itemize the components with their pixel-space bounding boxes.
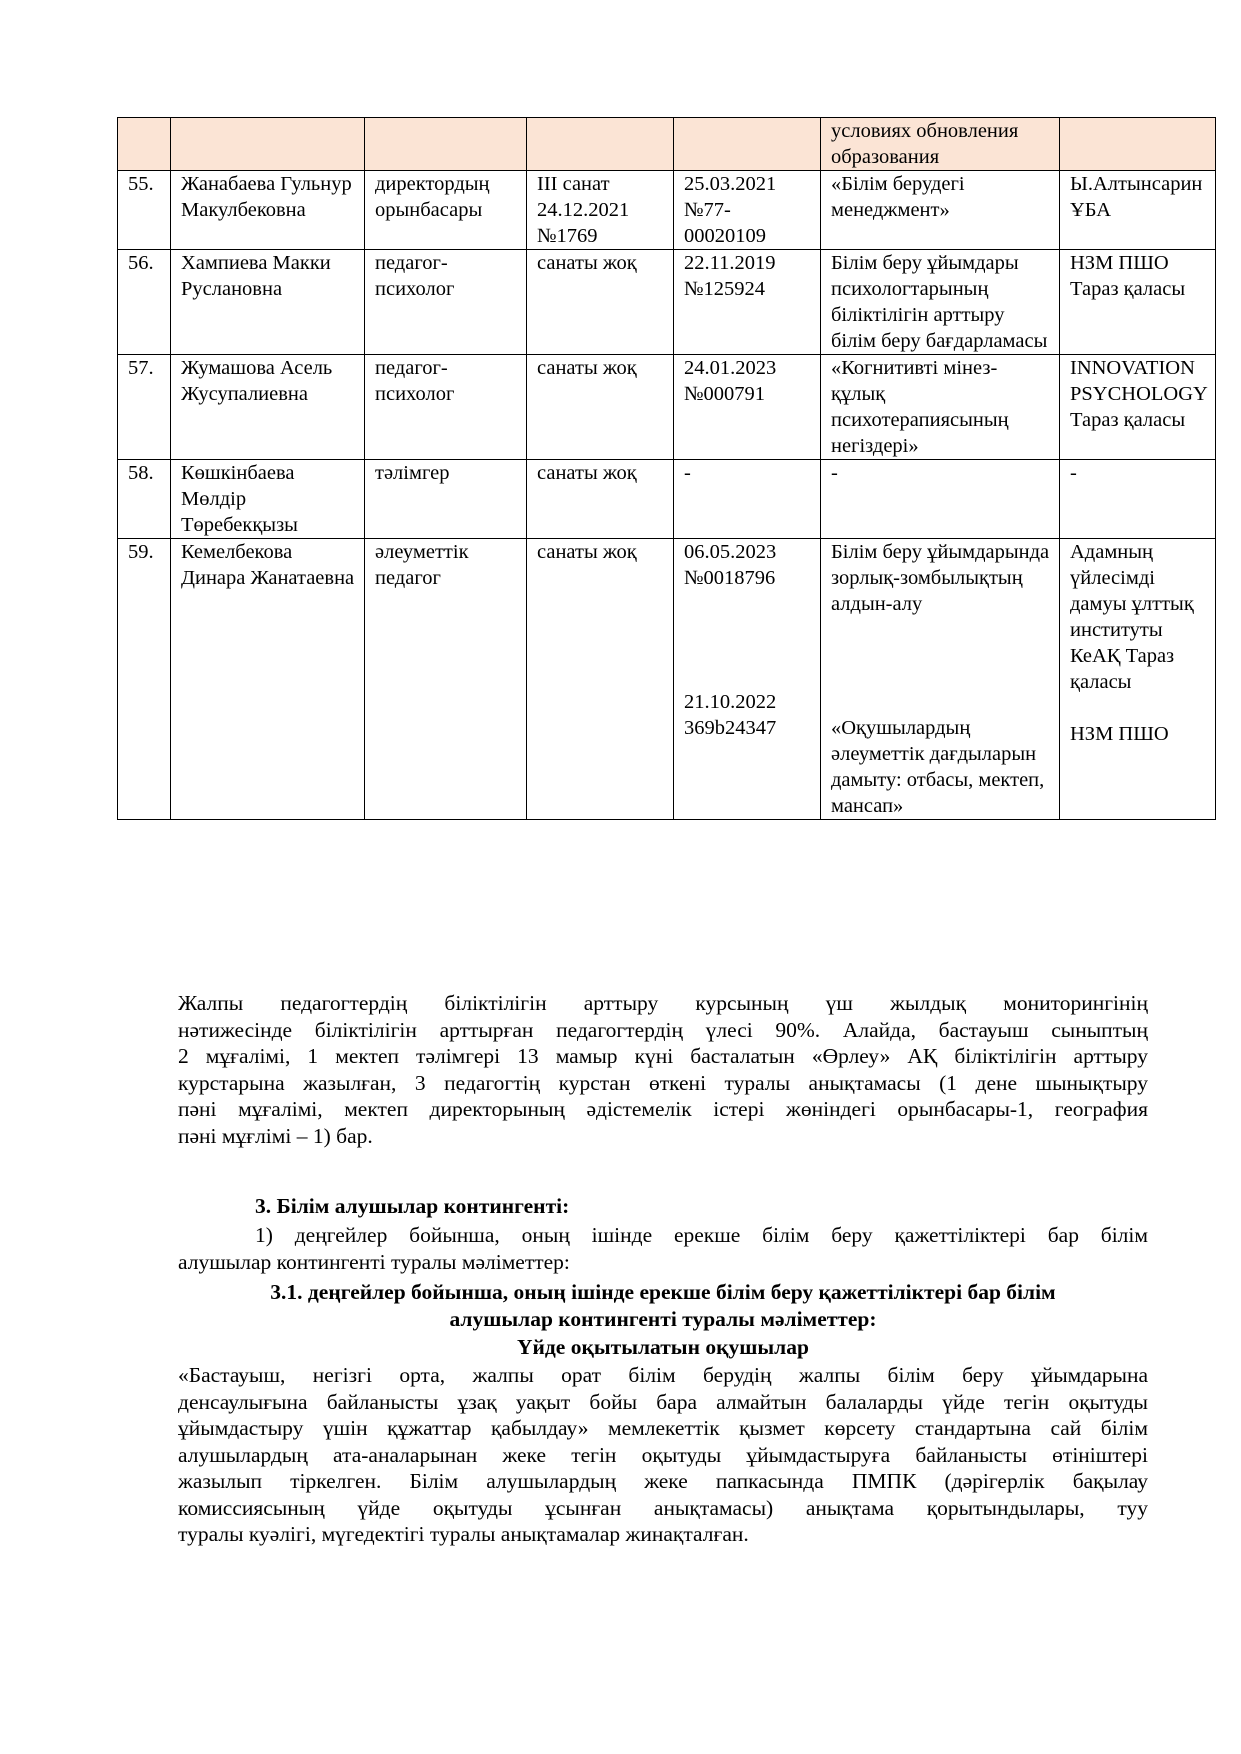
teacher-name: Хампиева Макки Руслановна: [181, 252, 331, 300]
course-organizer: Адамның үйлесімді дамуы ұлттық институты КеАҚ Тараз қаласы: [1070, 541, 1194, 693]
section-3-title: 3. Білім алушылар контингенті:: [255, 1194, 570, 1218]
teacher-position-cell: [365, 171, 527, 250]
paragraph-home-schooling: [178, 1362, 1148, 1548]
course-title-cell: [821, 118, 1060, 171]
course-title-cell: [821, 539, 1060, 820]
row-number-cell: [118, 460, 171, 539]
teacher-name: Көшкінбаева Мөлдір Төребекқызы: [181, 462, 298, 536]
table-row: [118, 250, 1216, 355]
certificate-second: 21.10.2022 369b24347: [684, 691, 777, 739]
category: III санат 24.12.2021 №1769: [537, 173, 630, 247]
course-title-cell: [821, 460, 1060, 539]
category-cell: [527, 171, 674, 250]
paragraph-line: пәні мұғлімі – 1) бар.: [178, 1123, 373, 1148]
teacher-name-cell: [171, 539, 365, 820]
course-title-cell: [821, 250, 1060, 355]
table-row: [118, 355, 1216, 460]
cell-spacer: [1070, 695, 1207, 721]
teacher-name-cell: [171, 460, 365, 539]
certificate: 25.03.2021 №77-00020109: [684, 173, 777, 247]
teacher-name: Кемелбекова Динара Жанатаевна: [181, 541, 355, 589]
teacher-position-cell: [365, 118, 527, 171]
teacher-position: педагог-психолог: [375, 252, 455, 300]
row-number: 57.: [128, 357, 154, 379]
cell-spacer: [684, 591, 812, 689]
course-organizer: -: [1070, 462, 1077, 484]
table-row: [118, 460, 1216, 539]
table-row: [118, 171, 1216, 250]
course-title: «Білім берудегі менеджмент»: [831, 173, 965, 221]
cell-spacer: [831, 617, 1051, 715]
course-organizer-cell: [1060, 171, 1216, 250]
course-organizer: НЗМ ПШО Тараз қаласы: [1070, 252, 1186, 300]
course-organizer: INNOVATION PSYCHOLOGY Тараз қаласы: [1070, 357, 1208, 431]
course-title: Білім беру ұйымдары психологтарының біліктілігін арттыру білім беру бағдарламасы: [831, 252, 1048, 352]
row-number-cell: [118, 539, 171, 820]
paragraph-line: пәні мұғалімі, мектеп директорының әдістемелік істері жөніндегі орынбасары-1, география: [178, 1097, 1148, 1121]
teacher-position-cell: [365, 460, 527, 539]
row-number: 58.: [128, 462, 154, 484]
teacher-name: Жумашова Асель Жусупалиевна: [181, 357, 333, 405]
category: санаты жоқ: [537, 462, 637, 484]
teacher-name-cell: [171, 355, 365, 460]
course-title-cell: [821, 355, 1060, 460]
certificate-cell: [674, 539, 821, 820]
course-organizer-cell: [1060, 355, 1216, 460]
course-organizer-cell: [1060, 118, 1216, 171]
home-students-title: Үйде оқытылатын оқушылар: [517, 1335, 809, 1359]
category-cell: [527, 118, 674, 171]
row-number-cell: [118, 355, 171, 460]
category: санаты жоқ: [537, 541, 637, 563]
teacher-name: Жанабаева Гульнур Макулбековна: [181, 173, 352, 221]
course-organizer-cell: [1060, 539, 1216, 820]
paragraph-line: 1) деңгейлер бойынша, оның ішінде ерекше білім беру қажеттіліктері бар білім: [255, 1223, 1148, 1247]
paragraph-line: денсаулығына байланысты ұзақ уақыт бойы бара алмайтын балаларды үйде тегін оқытуды: [178, 1389, 1148, 1414]
category-cell: [527, 539, 674, 820]
title-line: алушылар контингенті туралы мәліметтер:: [449, 1307, 877, 1331]
row-number-cell: [118, 171, 171, 250]
paragraph-line: алушылардың ата-аналарынан жеке тегін оқытуды ұйымдастыруға байланысты өтініштері: [178, 1442, 1148, 1467]
category: санаты жоқ: [537, 252, 637, 274]
paragraph-line: комиссиясының үйде оқытуды ұсынған анықтамасы) анықтама қорытындылары, туу: [178, 1495, 1148, 1520]
teacher-position-cell: [365, 250, 527, 355]
certificate-cell: [674, 171, 821, 250]
paragraph-line: туралы куәлігі, мүгедектігі туралы анықтамалар жинақталған.: [178, 1522, 749, 1546]
category-cell: [527, 460, 674, 539]
teacher-position-cell: [365, 539, 527, 820]
teacher-name-cell: [171, 118, 365, 171]
paragraph-line: 2 мұғалімі, 1 мектеп тәлімгері 13 мамыр күні басталатын «Өрлеу» АҚ біліктілігін арттыру: [178, 1044, 1148, 1068]
row-number: 55.: [128, 173, 154, 195]
certificate-cell: [674, 355, 821, 460]
row-number: 56.: [128, 252, 154, 274]
course-organizer-cell: [1060, 250, 1216, 355]
course-organizer-cell: [1060, 460, 1216, 539]
table-header-row: [118, 118, 1216, 171]
category-cell: [527, 355, 674, 460]
row-number-cell: [118, 118, 171, 171]
teacher-name-cell: [171, 250, 365, 355]
teacher-position: педагог-психолог: [375, 357, 455, 405]
category: санаты жоқ: [537, 357, 637, 379]
paragraph-line: Жалпы педагогтердің біліктілігін арттыру курсының үш жылдық мониторингінің: [178, 991, 1148, 1015]
paragraph-line: нәтижесінде біліктілігін арттырған педагогтердің үлесі 90%. Алайда, бастауыш сыныптың: [178, 1017, 1148, 1042]
course-title: -: [831, 462, 838, 484]
paragraph-line: «Бастауыш, негізгі орта, жалпы орат білім берудің жалпы білім беру ұйымдарына: [178, 1363, 1148, 1387]
teacher-position: әлеуметтік педагог: [375, 541, 469, 589]
course-title-second: «Оқушылардың әлеуметтік дағдыларын дамыту: отбасы, мектеп, мансап»: [831, 717, 1045, 817]
course-organizer-second: НЗМ ПШО: [1070, 723, 1169, 745]
course-title-cell: [821, 171, 1060, 250]
section-3-1-title: [178, 1279, 1148, 1333]
certificate: 24.01.2023 №000791: [684, 357, 777, 405]
certificate-cell: [674, 460, 821, 539]
course-title: условиях обновления образования: [831, 120, 1019, 168]
staff-qualification-table: [117, 117, 1216, 820]
certificate: -: [684, 462, 691, 484]
certificate-cell: [674, 250, 821, 355]
teacher-position: тәлімгер: [375, 462, 450, 484]
certificate: 06.05.2023 №0018796: [684, 541, 777, 589]
course-title: Білім беру ұйымдарында зорлық-зомбылықтың алдын-алу: [831, 541, 1050, 615]
teacher-name-cell: [171, 171, 365, 250]
table-row: [118, 539, 1216, 820]
certificate-cell: [674, 118, 821, 171]
title-line: 3.1. деңгейлер бойынша, оның ішінде ерекше білім беру қажеттіліктері бар білім: [270, 1280, 1056, 1304]
paragraph-line: курстарына жазылған, 3 педагогтің курстан өткені туралы анықтамасы (1 дене шынықтыру: [178, 1070, 1148, 1095]
category-cell: [527, 250, 674, 355]
paragraph-line: жазылып тіркелген. Білім алушылардың жеке папкасында ПМПК (дәрігерлік бақылау: [178, 1469, 1148, 1493]
course-organizer: Ы.Алтынсарин ҰБА: [1070, 173, 1203, 221]
row-number: 59.: [128, 541, 154, 563]
paragraph-qualification-summary: [178, 990, 1148, 1149]
paragraph-line: алушылар контингенті туралы мәліметтер:: [178, 1249, 570, 1274]
teacher-position-cell: [365, 355, 527, 460]
course-title: «Когнитивті мінез-құлық психотерапиясының негіздері»: [831, 357, 1009, 457]
paragraph-line: ұйымдастыру үшін құжаттар қабылдау» мемлекеттік қызмет көрсету стандартына сай білім: [178, 1416, 1148, 1440]
row-number-cell: [118, 250, 171, 355]
teacher-position: директордың орынбасары: [375, 173, 490, 221]
certificate: 22.11.2019 №125924: [684, 252, 776, 300]
section-3-item-1: [178, 1222, 1148, 1275]
